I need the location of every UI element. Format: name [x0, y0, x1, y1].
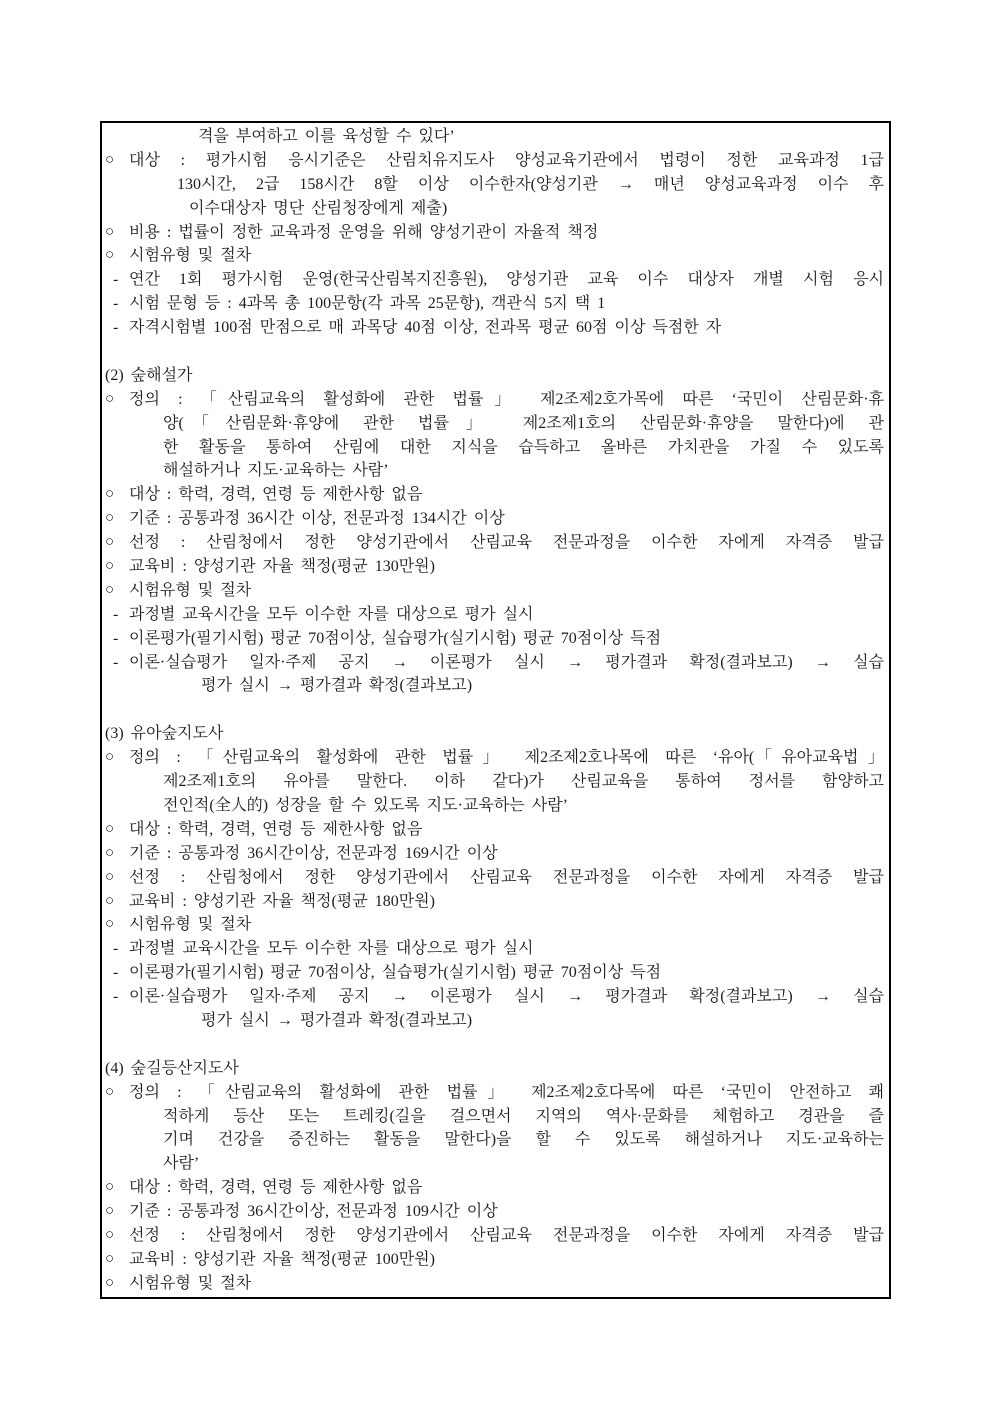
- line-text: 제2조제1호의 유아를 말한다. 이하 같다)가 산림교육을 통하여 정서를 함양하고: [163, 773, 884, 791]
- dash-line: [105, 603, 884, 627]
- line-text: 이론·실습평가 일자·주제 공지 → 이론평가 실시 → 평가결과 확정(결과보고) → 실습: [129, 653, 884, 671]
- circle-bullet: ○: [105, 820, 115, 837]
- line-text: 정의 : 「산림교육의 활성화에 관한 법률」 제2조제2호가목에 따른 ‘국민이 산림문화·휴: [129, 390, 884, 408]
- dash-bullet: -: [113, 319, 119, 337]
- circle-bullet: ○: [105, 892, 115, 909]
- circle-bullet: ○: [105, 1083, 115, 1100]
- bullet-line: [105, 579, 884, 603]
- line-text: 대상 : 학력, 경력, 연령 등 제한사항 없음: [129, 820, 423, 838]
- bullet-line: [105, 555, 884, 579]
- circle-bullet: ○: [105, 151, 115, 168]
- line-text: 전인적(全人的) 성장을 할 수 있도록 지도·교육하는 사람’: [163, 796, 568, 814]
- continuation-line: [105, 794, 884, 818]
- continuation-line: [105, 1105, 884, 1129]
- circle-bullet: ○: [105, 844, 115, 861]
- circle-bullet: ○: [105, 558, 115, 575]
- dash-line: [105, 292, 884, 316]
- bullet-line: [105, 818, 884, 842]
- dash-line: [105, 937, 884, 961]
- blank-line: [105, 340, 884, 364]
- continuation-line: [105, 197, 884, 221]
- continuation-line: [105, 674, 884, 698]
- continuation-line: [105, 459, 884, 483]
- bullet-line: [105, 890, 884, 914]
- bullet-line: [105, 913, 884, 937]
- line-text: 기며 건강을 증진하는 활동을 말한다)을 할 수 있도록 해설하거나 지도·교육하는: [163, 1131, 884, 1149]
- line-text: 사람’: [163, 1155, 200, 1173]
- bullet-line: [105, 1272, 884, 1296]
- dash-bullet: -: [113, 653, 119, 671]
- line-text: 한 활동을 통하여 산림에 대한 지식을 습득하고 올바른 가치관을 가질 수 있도록: [163, 438, 884, 456]
- circle-bullet: ○: [105, 581, 115, 598]
- continuation-line: [105, 436, 884, 460]
- line-text: 시험유형 및 절차: [129, 247, 252, 265]
- line-text: 기준 : 공통과정 36시간이상, 전문과정 109시간 이상: [129, 1203, 498, 1221]
- line-text: 기준 : 공통과정 36시간 이상, 전문과정 134시간 이상: [129, 510, 505, 528]
- circle-bullet: ○: [105, 486, 115, 503]
- dash-bullet: -: [113, 940, 119, 958]
- circle-bullet: ○: [105, 868, 115, 885]
- line-text: 시험유형 및 절차: [129, 916, 252, 934]
- circle-bullet: ○: [105, 247, 115, 264]
- line-text: 선정 : 산림청에서 정한 양성기관에서 산림교육 전문과정을 이수한 자에게 자격증 발급: [129, 534, 884, 552]
- bullet-line: [105, 507, 884, 531]
- circle-bullet: ○: [105, 916, 115, 933]
- continuation-line: [105, 1128, 884, 1152]
- line-text: 자격시험별 100점 만점으로 매 과목당 40점 이상, 전과목 평균 60점 이상 득점한 자: [129, 319, 722, 337]
- line-text: 정의 : 「산림교육의 활성화에 관한 법률」 제2조제2호나목에 따른 ‘유아(「유아교육법」: [129, 749, 884, 767]
- line-text: 정의 : 「산림교육의 활성화에 관한 법률」 제2조제2호다목에 따른 ‘국민이 안전하고 쾌: [129, 1083, 884, 1101]
- dash-bullet: -: [113, 271, 119, 289]
- line-text: 이론·실습평가 일자·주제 공지 → 이론평가 실시 → 평가결과 확정(결과보고) → 실습: [129, 988, 884, 1006]
- circle-bullet: ○: [105, 510, 115, 527]
- line-text: 130시간, 2급 158시간 8할 이상 이수한자(양성기관 → 매년 양성교육과정 이수 후: [177, 175, 884, 193]
- dash-bullet: -: [113, 295, 119, 313]
- line-text: (3) 유아숲지도사: [105, 725, 224, 743]
- line-text: 과정별 교육시간을 모두 이수한 자를 대상으로 평가 실시: [129, 940, 534, 958]
- dash-bullet: -: [113, 605, 119, 623]
- line-text: 양(「산림문화·휴양에 관한 법률」 제2조제1호의 산림문화·휴양을 말한다)에 관: [163, 414, 884, 432]
- dash-line: [105, 627, 884, 651]
- line-text: 대상 : 학력, 경력, 연령 등 제한사항 없음: [129, 1179, 423, 1197]
- line-text: 이론평가(필기시험) 평균 70점이상, 실습평가(실기시험) 평균 70점이상 득점: [129, 964, 662, 982]
- line-text: 과정별 교육시간을 모두 이수한 자를 대상으로 평가 실시: [129, 605, 534, 623]
- line-text: 평가 실시 → 평가결과 확정(결과보고): [201, 1011, 473, 1029]
- line-text: 해설하거나 지도·교육하는 사람’: [163, 462, 389, 480]
- continuation-line: [105, 770, 884, 794]
- circle-bullet: ○: [105, 1203, 115, 1220]
- bullet-line: [105, 531, 884, 555]
- line-text: 적하게 등산 또는 트레킹(길을 걸으면서 지역의 역사·문화를 체험하고 경관을 즐: [163, 1107, 884, 1125]
- bullet-line: [105, 1248, 884, 1272]
- dash-line: [105, 316, 884, 340]
- circle-bullet: ○: [105, 1250, 115, 1267]
- circle-bullet: ○: [105, 1179, 115, 1196]
- circle-bullet: ○: [105, 534, 115, 551]
- bullet-line: [105, 1176, 884, 1200]
- line-text: 연간 1회 평가시험 운영(한국산림복지진흥원), 양성기관 교육 이수 대상자 개별 시험 응시: [129, 271, 884, 289]
- continuation-line: [105, 125, 884, 149]
- line-text: (4) 숲길등산지도사: [105, 1059, 239, 1077]
- continuation-line: [105, 173, 884, 197]
- line-text: 격을 부여하고 이를 육성할 수 있다’: [198, 128, 455, 145]
- section-header-line: [105, 364, 884, 388]
- dash-bullet: -: [113, 988, 119, 1006]
- dash-bullet: -: [113, 629, 119, 647]
- bullet-line: [105, 746, 884, 770]
- circle-bullet: ○: [105, 1226, 115, 1243]
- line-text: 시험 문형 등 : 4과목 총 100문항(각 과목 25문항), 객관식 5지 택 1: [129, 295, 606, 313]
- circle-bullet: ○: [105, 390, 115, 407]
- line-text: 교육비 : 양성기관 자율 책정(평균 180만원): [129, 892, 435, 910]
- line-text: 평가 실시 → 평가결과 확정(결과보고): [201, 677, 473, 695]
- bullet-line: [105, 388, 884, 412]
- line-text: 교육비 : 양성기관 자율 책정(평균 130만원): [129, 558, 435, 576]
- continuation-line: [105, 1009, 884, 1033]
- line-text: 시험유형 및 절차: [129, 581, 252, 599]
- line-text: 선정 : 산림청에서 정한 양성기관에서 산림교육 전문과정을 이수한 자에게 자격증 발급: [129, 1226, 884, 1244]
- line-text: 시험유형 및 절차: [129, 1274, 252, 1292]
- section-header-line: [105, 1057, 884, 1081]
- blank-line: [105, 698, 884, 722]
- dash-bullet: -: [113, 964, 119, 982]
- dash-line: [105, 268, 884, 292]
- dash-line: [105, 651, 884, 675]
- bullet-line: [105, 866, 884, 890]
- line-text: 선정 : 산림청에서 정한 양성기관에서 산림교육 전문과정을 이수한 자에게 자격증 발급: [129, 868, 884, 886]
- line-text: 기준 : 공통과정 36시간이상, 전문과정 169시간 이상: [129, 844, 498, 862]
- blank-line: [105, 1033, 884, 1057]
- line-text: 대상 : 평가시험 응시기준은 산림치유지도사 양성교육기관에서 법령이 정한 교육과정 1급: [129, 151, 884, 169]
- circle-bullet: ○: [105, 749, 115, 766]
- continuation-line: [105, 1152, 884, 1176]
- circle-bullet: ○: [105, 1274, 115, 1291]
- bullet-line: [105, 149, 884, 173]
- line-text: (2) 숲해설가: [105, 366, 193, 384]
- continuation-line: [105, 412, 884, 436]
- circle-bullet: ○: [105, 223, 115, 240]
- bullet-line: [105, 1224, 884, 1248]
- document-border-box: [100, 121, 891, 1299]
- bullet-line: [105, 244, 884, 268]
- dash-line: [105, 985, 884, 1009]
- line-text: 이수대상자 명단 산림청장에게 제출): [189, 199, 448, 217]
- line-text: 교육비 : 양성기관 자율 책정(평균 100만원): [129, 1250, 435, 1268]
- bullet-line: [105, 221, 884, 245]
- bullet-line: [105, 842, 884, 866]
- dash-line: [105, 961, 884, 985]
- section-header-line: [105, 722, 884, 746]
- bullet-line: [105, 483, 884, 507]
- bullet-line: [105, 1200, 884, 1224]
- line-text: 이론평가(필기시험) 평균 70점이상, 실습평가(실기시험) 평균 70점이상 득점: [129, 629, 662, 647]
- bullet-line: [105, 1081, 884, 1105]
- line-text: 비용 : 법률이 정한 교육과정 운영을 위해 양성기관이 자율적 책정: [129, 223, 599, 241]
- line-text: 대상 : 학력, 경력, 연령 등 제한사항 없음: [129, 486, 423, 504]
